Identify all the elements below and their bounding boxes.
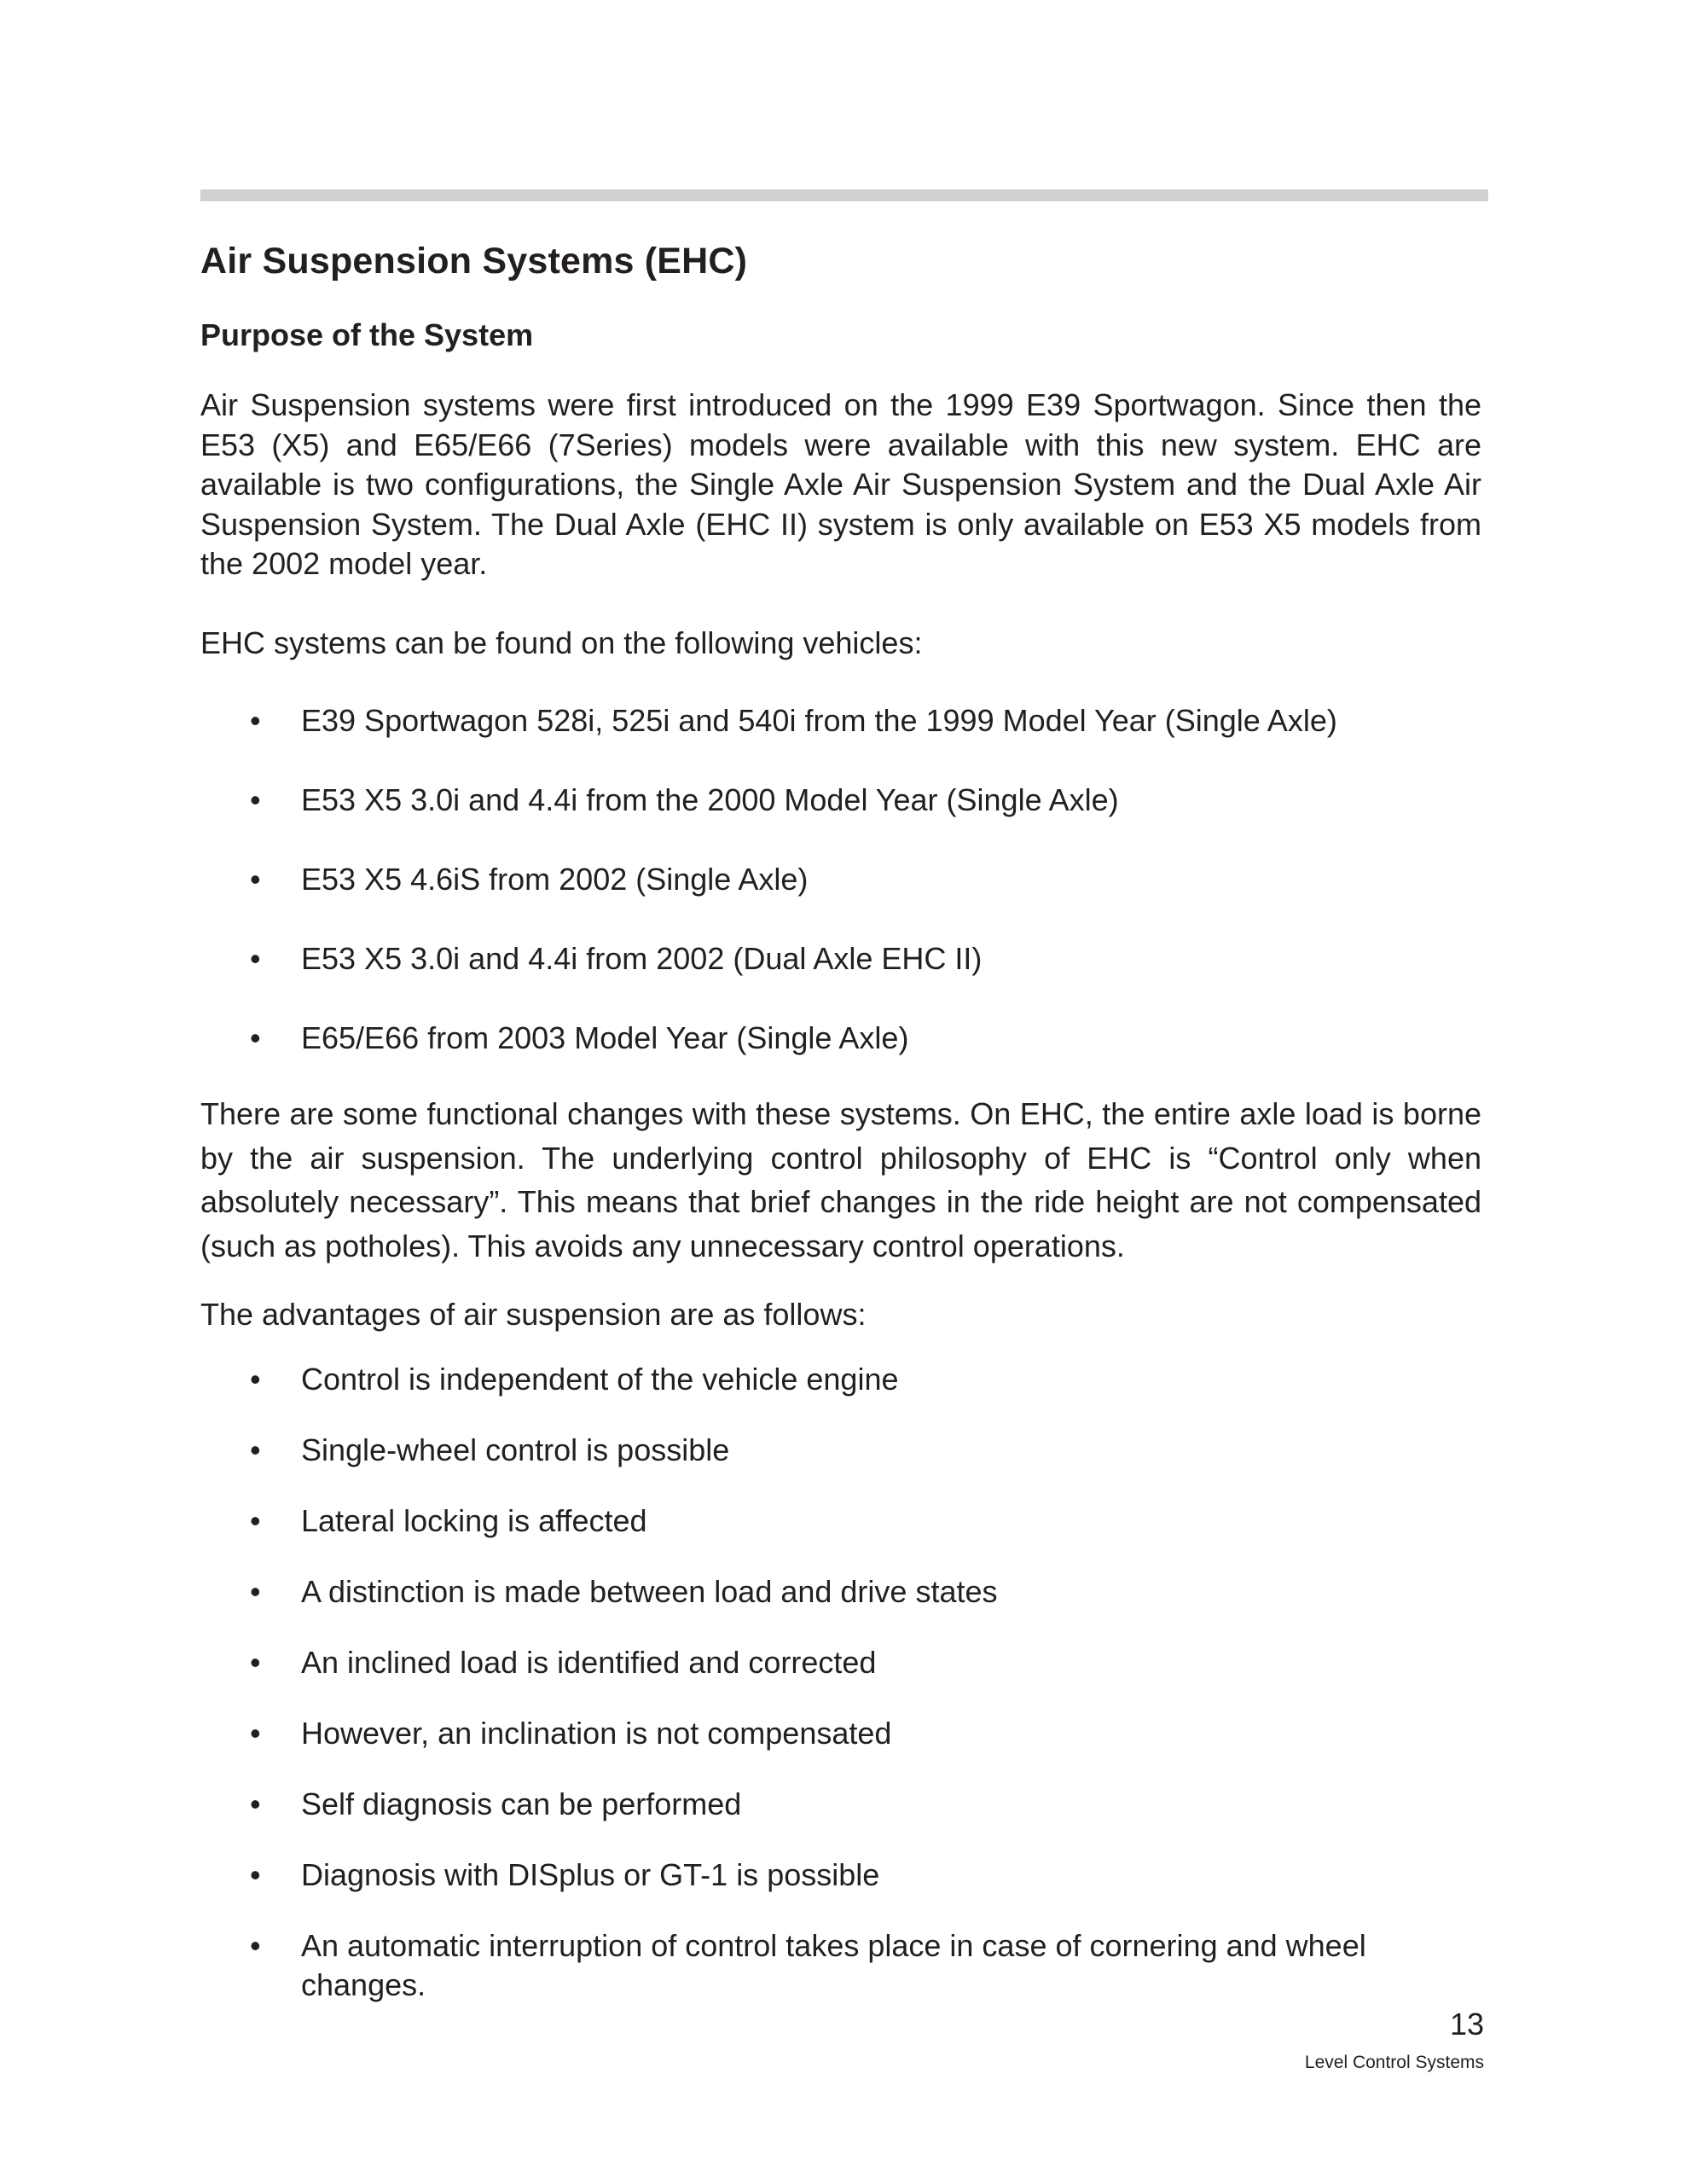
bullet-icon: • [250, 1503, 261, 1538]
list-item-text: Control is independent of the vehicle engine [301, 1362, 899, 1397]
page-number: 13 [1449, 2007, 1484, 2042]
list-item-text: Single-wheel control is possible [301, 1432, 730, 1467]
list-item-text: E53 X5 3.0i and 4.4i from the 2000 Model Year (Single Axle) [301, 782, 1119, 817]
list-item [200, 1643, 1488, 1682]
footer-document-title: Level Control Systems [1304, 2053, 1484, 2072]
bullet-icon: • [250, 1928, 261, 1963]
advantages-intro-paragraph: The advantages of air suspension are as follows: [200, 1297, 867, 1332]
list-item [200, 1714, 1488, 1753]
bullet-icon: • [250, 703, 261, 738]
bullet-icon: • [250, 1020, 261, 1055]
bullet-icon: • [250, 1786, 261, 1821]
list-item [200, 781, 1488, 820]
list-item-text: E53 X5 3.0i and 4.4i from 2002 (Dual Axle EHC II) [301, 941, 983, 976]
vehicle-list [200, 701, 1488, 1098]
list-item-text: E39 Sportwagon 528i, 525i and 540i from the 1999 Model Year (Single Axle) [301, 703, 1337, 738]
list-item [200, 1926, 1488, 2005]
list-item-text: E53 X5 4.6iS from 2002 (Single Axle) [301, 862, 809, 897]
list-item [200, 1019, 1488, 1058]
list-item-text: An inclined load is identified and corrected [301, 1645, 877, 1680]
functional-changes-paragraph: There are some functional changes with these systems. On EHC, the entire axle load is borne by the air suspension. The underlying control philosophy of EHC is “Control only when absolutely necessary”. This means that brief changes in the ride height are not compensated (such as potholes). This avoids any unnecessary control operations. [200, 1096, 1481, 1263]
page-title: Air Suspension Systems (EHC) [200, 241, 748, 282]
bullet-icon: • [250, 1432, 261, 1467]
bullet-icon: • [250, 862, 261, 897]
list-item-text: A distinction is made between load and drive states [301, 1574, 998, 1609]
list-item [200, 1360, 1488, 1399]
advantages-list [200, 1360, 1488, 2036]
list-item-text: Diagnosis with DISplus or GT-1 is possible [301, 1857, 880, 1892]
list-item [200, 1502, 1488, 1541]
bullet-icon: • [250, 1362, 261, 1397]
list-item-text: An automatic interruption of control takes place in case of cornering and wheel changes. [301, 1928, 1366, 2002]
intro-paragraph: Air Suspension systems were first introduced on the 1999 E39 Sportwagon. Since then the E53 (X5) and E65/E66 (7Series) models were available with this new system. EHC are available is two configurations, the Single Axle Air Suspension System and the Dual Axle Air Suspension System. The Dual Axle (EHC II) system is only available on E53 X5 models from the 2002 model year. [200, 387, 1481, 581]
list-item [200, 939, 1488, 979]
list-item [200, 1431, 1488, 1470]
list-item [200, 1785, 1488, 1824]
vehicles-intro-paragraph: EHC systems can be found on the following vehicles: [200, 625, 923, 660]
list-item-text: However, an inclination is not compensated [301, 1716, 892, 1751]
list-item [200, 701, 1488, 741]
bullet-icon: • [250, 1716, 261, 1751]
list-item [200, 1572, 1488, 1612]
list-item [200, 1856, 1488, 1895]
bullet-icon: • [250, 1857, 261, 1892]
top-divider [200, 189, 1488, 201]
section-heading: Purpose of the System [200, 317, 534, 352]
list-item-text: Lateral locking is affected [301, 1503, 647, 1538]
document-page [200, 0, 1488, 2184]
list-item-text: Self diagnosis can be performed [301, 1786, 742, 1821]
bullet-icon: • [250, 782, 261, 817]
bullet-icon: • [250, 1645, 261, 1680]
bullet-icon: • [250, 941, 261, 976]
list-item [200, 860, 1488, 899]
list-item-text: E65/E66 from 2003 Model Year (Single Axle) [301, 1020, 909, 1055]
bullet-icon: • [250, 1574, 261, 1609]
